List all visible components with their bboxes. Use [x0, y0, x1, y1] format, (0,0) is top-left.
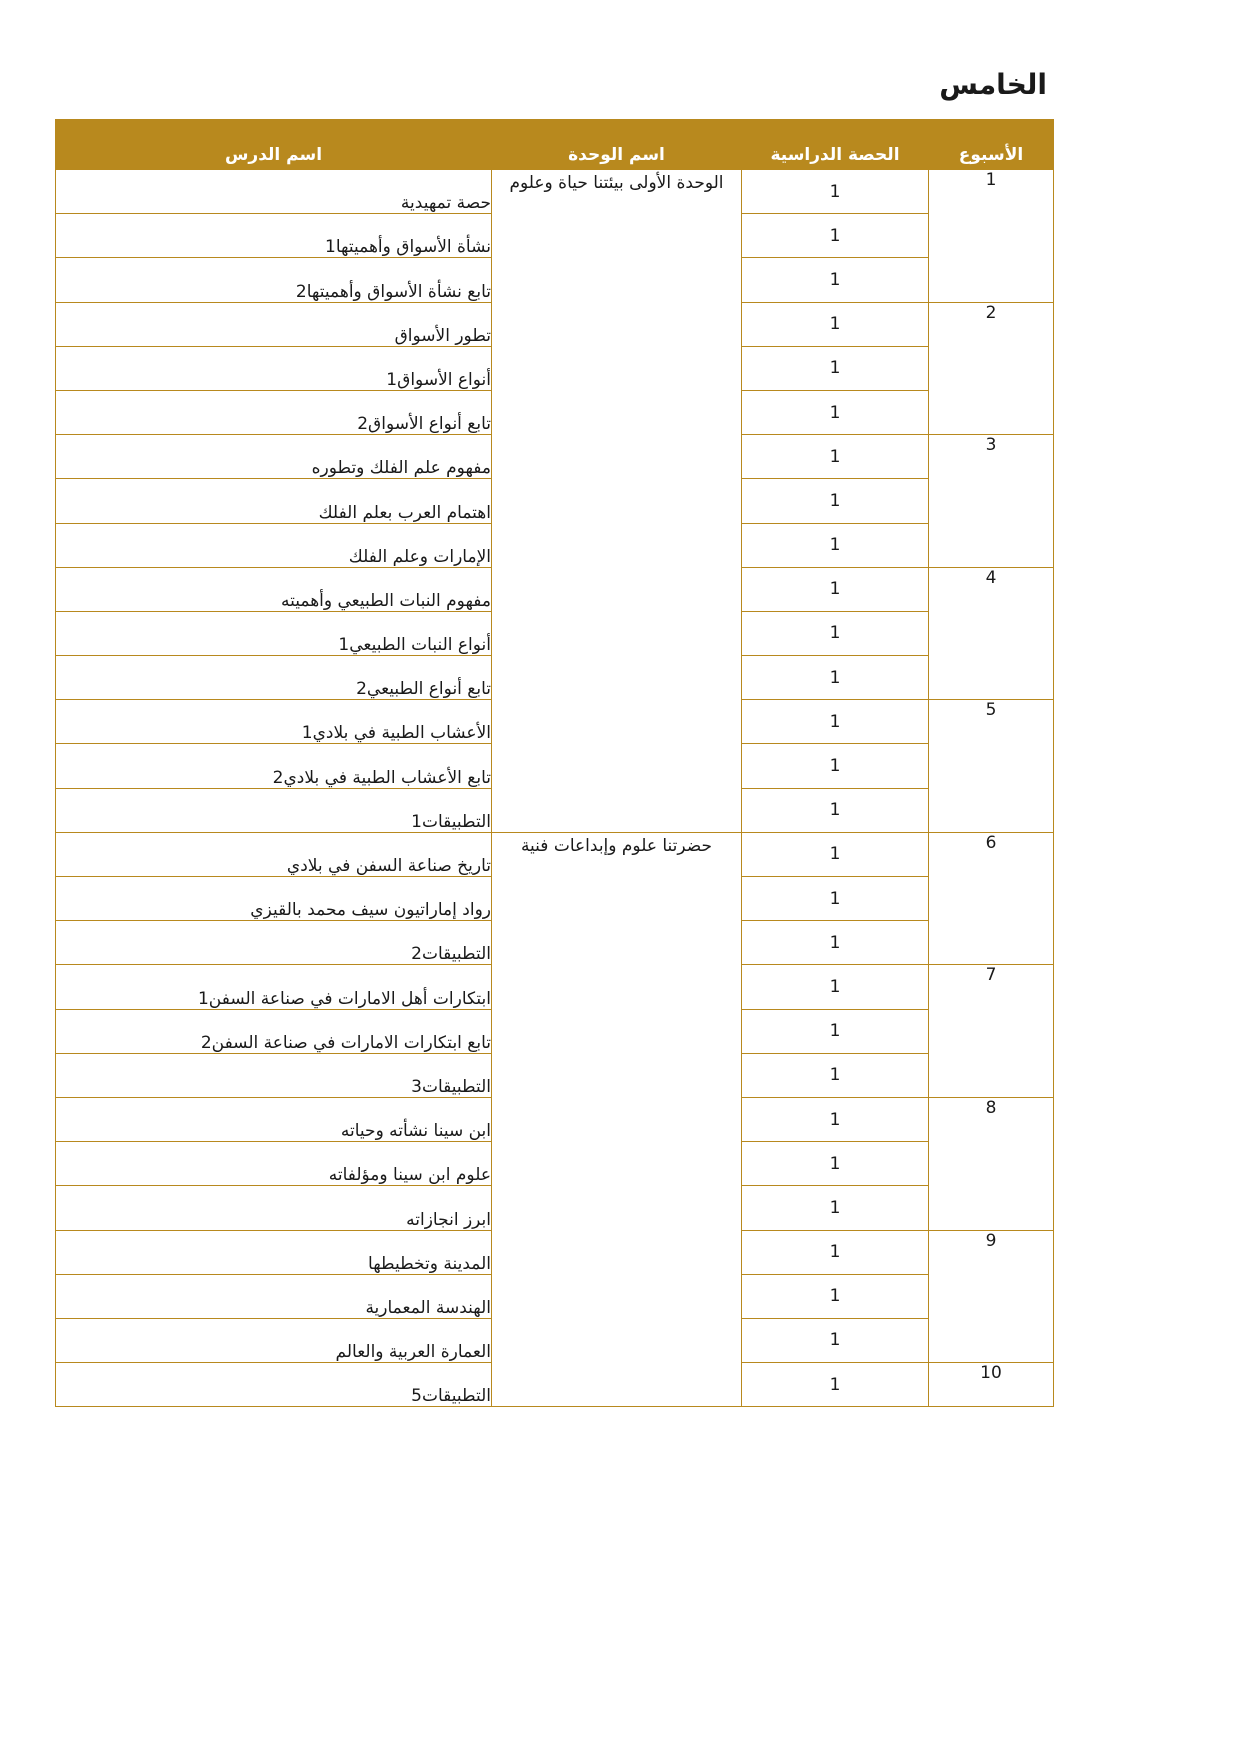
lesson-cell: أنواع الأسواق1	[56, 346, 492, 390]
header-period: الحصة الدراسية	[742, 120, 929, 170]
lesson-cell: المدينة وتخطيطها	[56, 1230, 492, 1274]
week-cell: 1	[929, 170, 1054, 303]
week-cell: 9	[929, 1230, 1054, 1363]
lesson-cell: علوم ابن سينا ومؤلفاته	[56, 1142, 492, 1186]
lesson-cell: اهتمام العرب بعلم الفلك	[56, 479, 492, 523]
lesson-cell: التطبيقات5	[56, 1363, 492, 1407]
lesson-cell: الأعشاب الطبية في بلادي1	[56, 700, 492, 744]
page-title: الخامس	[939, 68, 1047, 101]
table-header-row	[56, 120, 1054, 170]
week-cell: 8	[929, 1097, 1054, 1230]
period-cell: 1	[742, 1097, 929, 1141]
period-cell: 1	[742, 1230, 929, 1274]
period-cell: 1	[742, 965, 929, 1009]
period-cell: 1	[742, 788, 929, 832]
header-week: الأسبوع	[929, 120, 1054, 170]
period-cell: 1	[742, 523, 929, 567]
lesson-cell: حصة تمهيدية	[56, 170, 492, 214]
lesson-cell: ابرز انجازاته	[56, 1186, 492, 1230]
period-cell: 1	[742, 214, 929, 258]
period-cell: 1	[742, 832, 929, 876]
period-cell: 1	[742, 258, 929, 302]
table-body	[56, 170, 1054, 1407]
period-cell: 1	[742, 1363, 929, 1407]
period-cell: 1	[742, 479, 929, 523]
lesson-cell: تطور الأسواق	[56, 302, 492, 346]
week-cell: 5	[929, 700, 1054, 833]
period-cell: 1	[742, 1053, 929, 1097]
lesson-cell: الإمارات وعلم الفلك	[56, 523, 492, 567]
week-cell: 4	[929, 567, 1054, 700]
lesson-cell: تابع نشأة الأسواق وأهميتها2	[56, 258, 492, 302]
lesson-cell: الهندسة المعمارية	[56, 1274, 492, 1318]
week-cell: 3	[929, 435, 1054, 568]
lesson-cell: التطبيقات3	[56, 1053, 492, 1097]
period-cell: 1	[742, 1142, 929, 1186]
week-cell: 6	[929, 832, 1054, 965]
period-cell: 1	[742, 435, 929, 479]
lesson-cell: العمارة العربية والعالم	[56, 1318, 492, 1362]
lesson-cell: تابع أنواع الأسواق2	[56, 390, 492, 434]
unit-cell: حضرتنا علوم وإبداعات فنية	[492, 832, 742, 1406]
period-cell: 1	[742, 302, 929, 346]
period-cell: 1	[742, 1009, 929, 1053]
lesson-cell: نشأة الأسواق وأهميتها1	[56, 214, 492, 258]
lesson-cell: ابن سينا نشأته وحياته	[56, 1097, 492, 1141]
period-cell: 1	[742, 1186, 929, 1230]
period-cell: 1	[742, 877, 929, 921]
period-cell: 1	[742, 744, 929, 788]
lesson-cell: تاريخ صناعة السفن في بلادي	[56, 832, 492, 876]
week-cell: 2	[929, 302, 1054, 435]
period-cell: 1	[742, 567, 929, 611]
lesson-cell: رواد إماراتيون سيف محمد بالقيزي	[56, 877, 492, 921]
period-cell: 1	[742, 346, 929, 390]
period-cell: 1	[742, 921, 929, 965]
lesson-cell: أنواع النبات الطبيعي1	[56, 611, 492, 655]
period-cell: 1	[742, 1318, 929, 1362]
lesson-cell: مفهوم النبات الطبيعي وأهميته	[56, 567, 492, 611]
table-row	[56, 832, 1054, 876]
unit-cell: الوحدة الأولى بيئتنا حياة وعلوم	[492, 170, 742, 833]
period-cell: 1	[742, 390, 929, 434]
period-cell: 1	[742, 1274, 929, 1318]
header-lesson: اسم الدرس	[56, 120, 492, 170]
week-cell: 7	[929, 965, 1054, 1098]
lesson-cell: التطبيقات1	[56, 788, 492, 832]
period-cell: 1	[742, 656, 929, 700]
week-cell: 10	[929, 1363, 1054, 1407]
header-unit: اسم الوحدة	[492, 120, 742, 170]
lesson-cell: التطبيقات2	[56, 921, 492, 965]
period-cell: 1	[742, 611, 929, 655]
lesson-cell: تابع ابتكارات الامارات في صناعة السفن2	[56, 1009, 492, 1053]
lesson-cell: ابتكارات أهل الامارات في صناعة السفن1	[56, 965, 492, 1009]
period-cell: 1	[742, 700, 929, 744]
period-cell: 1	[742, 170, 929, 214]
lesson-cell: مفهوم علم الفلك وتطوره	[56, 435, 492, 479]
lesson-cell: تابع أنواع الطبيعي2	[56, 656, 492, 700]
lesson-plan-table	[55, 119, 1054, 1407]
table-row	[56, 170, 1054, 214]
lesson-cell: تابع الأعشاب الطبية في بلادي2	[56, 744, 492, 788]
